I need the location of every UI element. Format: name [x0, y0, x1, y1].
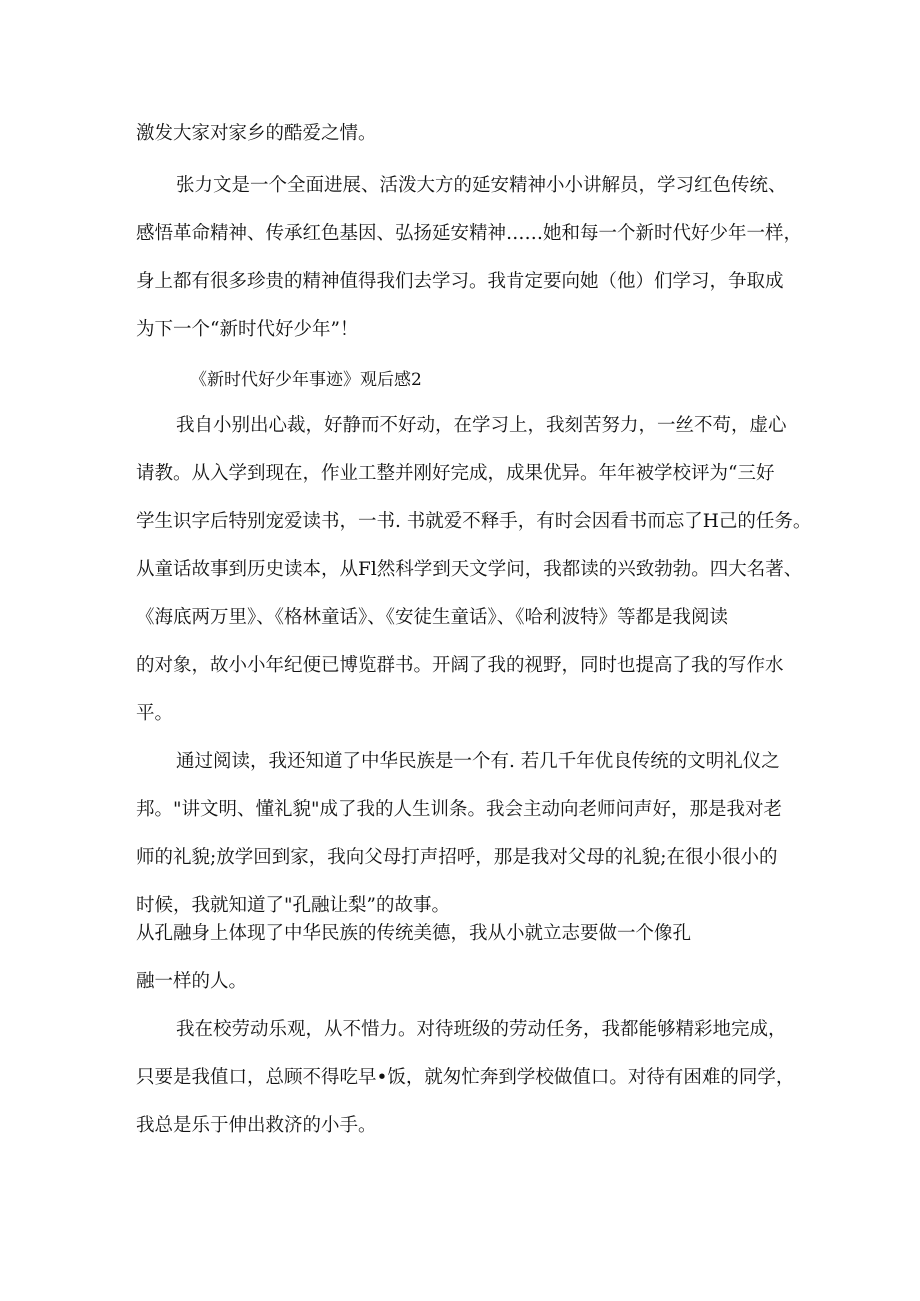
text-line: 《海底两万里》、《格林童话》、《安徒生童话》、《哈利波特》等都是我阅读 — [136, 607, 729, 628]
text-line: 从童话故事到历史读本，从Fl然科学到天文学问，我都读的兴致勃勃。四大名著、 — [136, 559, 803, 580]
text-line: 我自小别出心裁，好静而不好动，在学习上，我刻苦努力，一丝不苟，虚心 — [176, 415, 787, 436]
text-line: 为下一个“新时代好少年”！ — [136, 319, 359, 340]
text-line: 只要是我值口，总顾不得吃早•饭，就匆忙奔到学校做值口。对待有困难的同学， — [136, 1067, 795, 1088]
text-line: 我在校劳动乐观，从不惜力。对待班级的劳动任务，我都能够精彩地完成， — [176, 1019, 787, 1040]
text-line: 学生识字后特别宠爱读书，一书. 书就爱不释手，有时会因看书而忘了H己的任务。 — [136, 511, 812, 532]
text-line: 张力文是一个全面进展、活泼大方的延安精神小小讲解员，学习红色传统、 — [176, 175, 787, 196]
text-line: 的对象，故小小年纪便已博览群书。开阔了我的视野，同时也提高了我的写作水 — [136, 655, 784, 676]
text-line: 激发大家对家乡的酷爱之情。 — [136, 123, 377, 144]
text-line: 融一样的人。 — [136, 971, 248, 992]
text-line: 通过阅读，我还知道了中华民族是一个有. 若几千年优良传统的文明礼仪之 — [176, 751, 780, 772]
text-line: 身上都有很多珍贵的精神值得我们去学习。我肯定要向她（他）们学习，争取成 — [136, 271, 784, 292]
text-line: 从孔融身上体现了中华民族的传统美德，我从小就立志要做一个像孔 — [136, 923, 692, 944]
text-line: 时候，我就知道了"孔融让梨”的故事。 — [136, 895, 450, 916]
section-title: 《新时代好少年事迹》观后感2 — [190, 370, 422, 390]
text-line: 感悟革命精神、传承红色基因、弘扬延安精神……她和每一个新时代好少年一样， — [136, 223, 803, 244]
text-line: 邦。"讲文明、懂礼貌"成了我的人生训条。我会主动向老师问声好，那是我对老 — [136, 799, 783, 820]
text-line: 平。 — [136, 703, 174, 724]
text-line: 我总是乐于伸出救济的小手。 — [136, 1115, 377, 1136]
text-line: 请教。从入学到现在，作业工整并刚好完成，成果优异。年年被学校评为“三好 — [136, 463, 775, 484]
text-line: 师的礼貌;放学回到家，我向父母打声招呼，那是我对父母的礼貌;在很小很小的 — [136, 847, 778, 868]
